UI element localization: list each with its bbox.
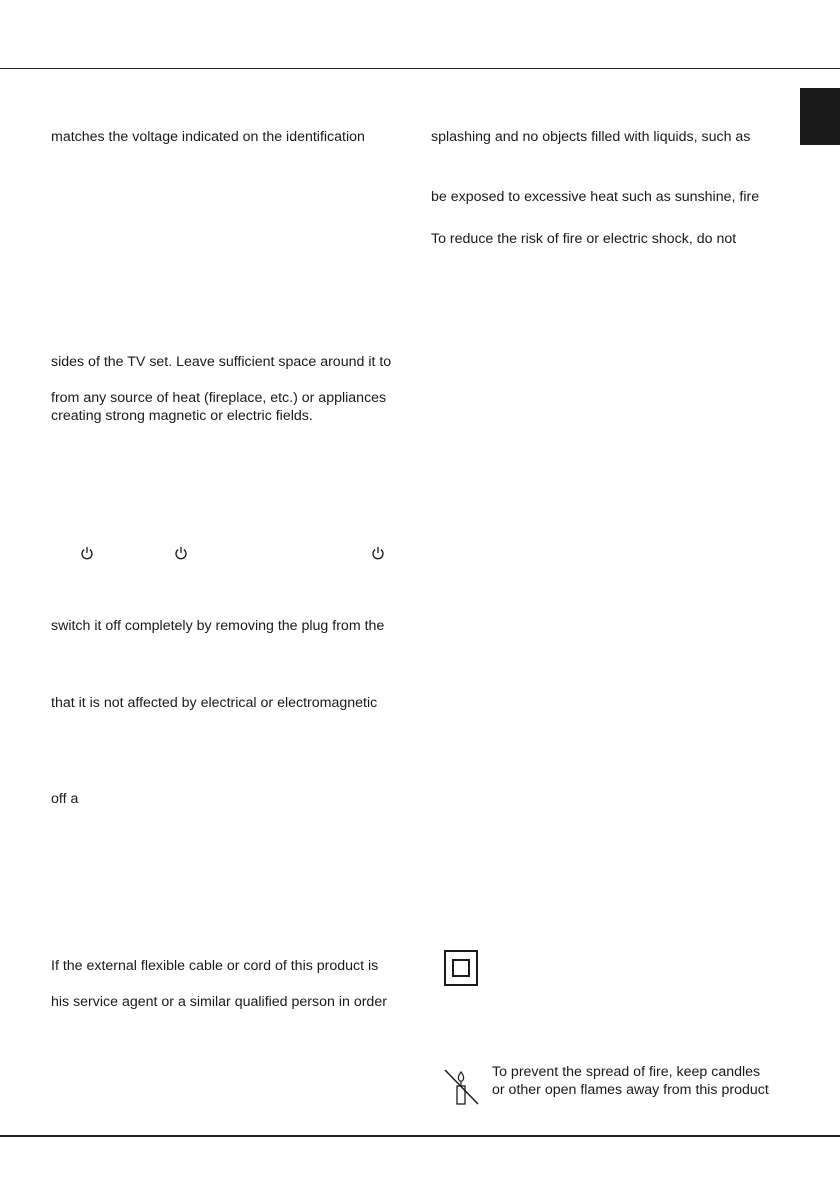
text-line-switch-off: switch it off completely by removing the plug from the (51, 618, 385, 634)
text-line-off-a: off a (51, 791, 79, 807)
text-line-service-agent: his service agent or a similar qualified person in order (51, 994, 387, 1010)
text-line-splashing: splashing and no objects filled with liquids, such as (431, 129, 751, 145)
footer-divider (0, 1135, 840, 1137)
no-candle-icon (443, 1068, 480, 1106)
text-line-magnetic: creating strong magnetic or electric fields. (51, 408, 313, 424)
power-icon (174, 546, 188, 560)
text-line-cable: If the external flexible cable or cord of this product is (51, 958, 379, 974)
class-ii-double-insulation-icon (444, 950, 478, 986)
text-line-voltage: matches the voltage indicated on the identification (51, 129, 365, 145)
text-line-electromagnetic: that it is not affected by electrical or electromagnetic (51, 695, 378, 711)
text-line-heat: from any source of heat (fireplace, etc.) or appliances (51, 390, 387, 406)
text-line-excessive-heat: be exposed to excessive heat such as sunshine, fire (431, 189, 760, 205)
power-icon (80, 546, 94, 560)
power-icon (371, 546, 385, 560)
text-line-sides: sides of the TV set. Leave sufficient space around it to (51, 354, 392, 370)
header-divider (0, 68, 840, 69)
candle-note-line-2: or other open flames away from this product (492, 1082, 769, 1098)
text-line-risk: To reduce the risk of fire or electric shock, do not (431, 231, 737, 247)
candle-note-line-1: To prevent the spread of fire, keep candles (492, 1064, 761, 1080)
language-tab-marker (800, 88, 840, 145)
